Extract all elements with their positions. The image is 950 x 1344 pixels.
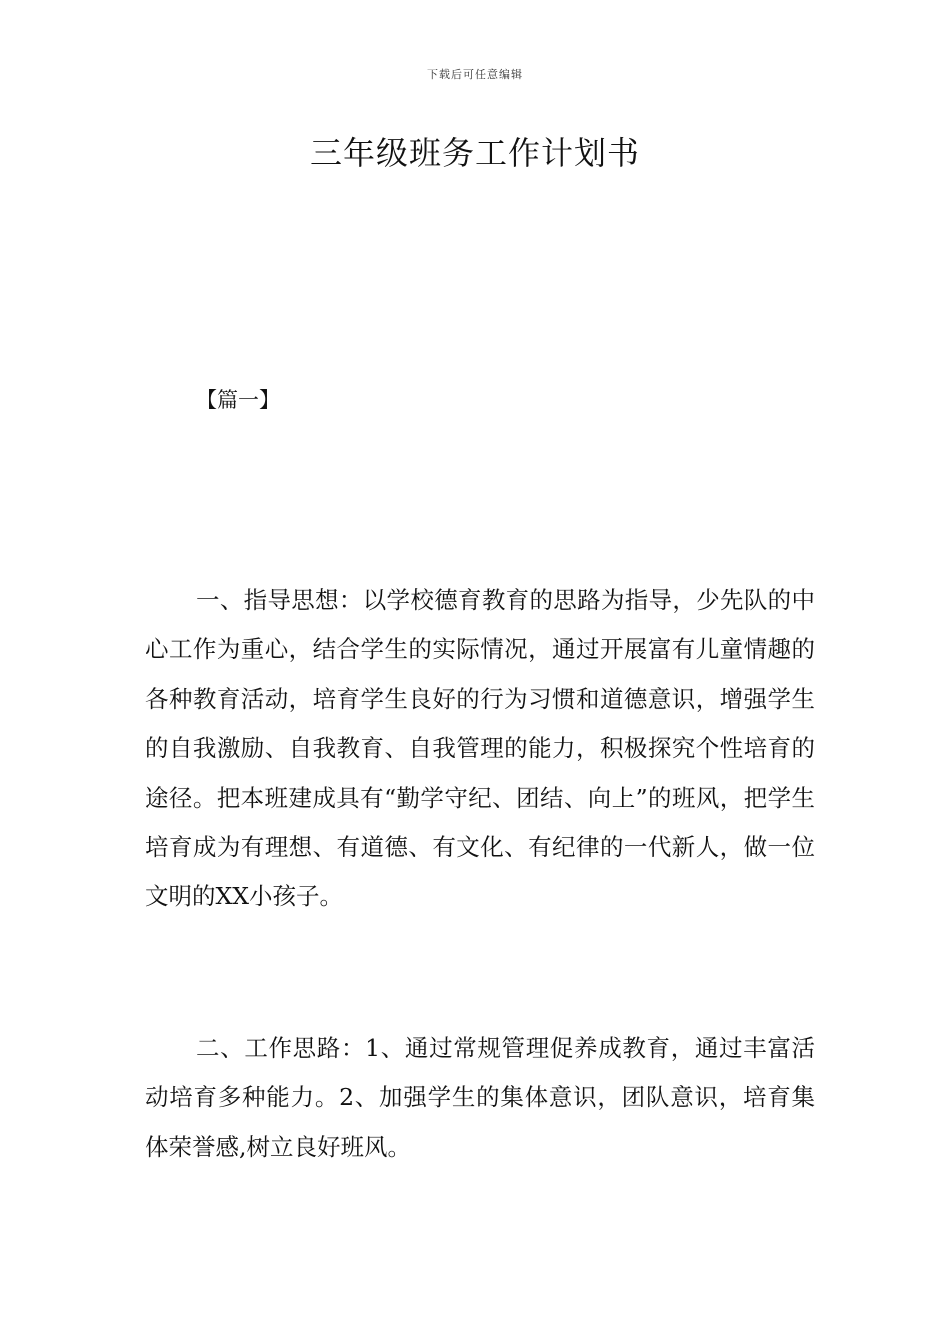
section-label: 【篇一】 bbox=[196, 388, 280, 412]
header-note: 下载后可任意编辑 bbox=[427, 68, 523, 81]
paragraph-work-approach: 二、工作思路：1、通过常规管理促养成教育，通过丰富活动培育多种能力。2、加强学生的集体意识，团队意识，培育集体荣誉感,树立良好班风。 bbox=[145, 1034, 815, 1161]
paragraph-guiding-ideology: 一、指导思想：以学校德育教育的思路为指导，少先队的中心工作为重心，结合学生的实际情况，通过开展富有儿童情趣的各种教育活动，培育学生良好的行为习惯和道德意识，增强学生的自我激励、自我教育、自我管理的能力，积极探究个性培育的途径。把本班建成具有“勤学守纪、团结、向上”的班风，把学生培育成为有理想、有道德、有文化、有纪律的一代新人，做一位文明的XX小孩子。 bbox=[145, 586, 815, 911]
document-title: 三年级班务工作计划书 bbox=[309, 134, 640, 172]
